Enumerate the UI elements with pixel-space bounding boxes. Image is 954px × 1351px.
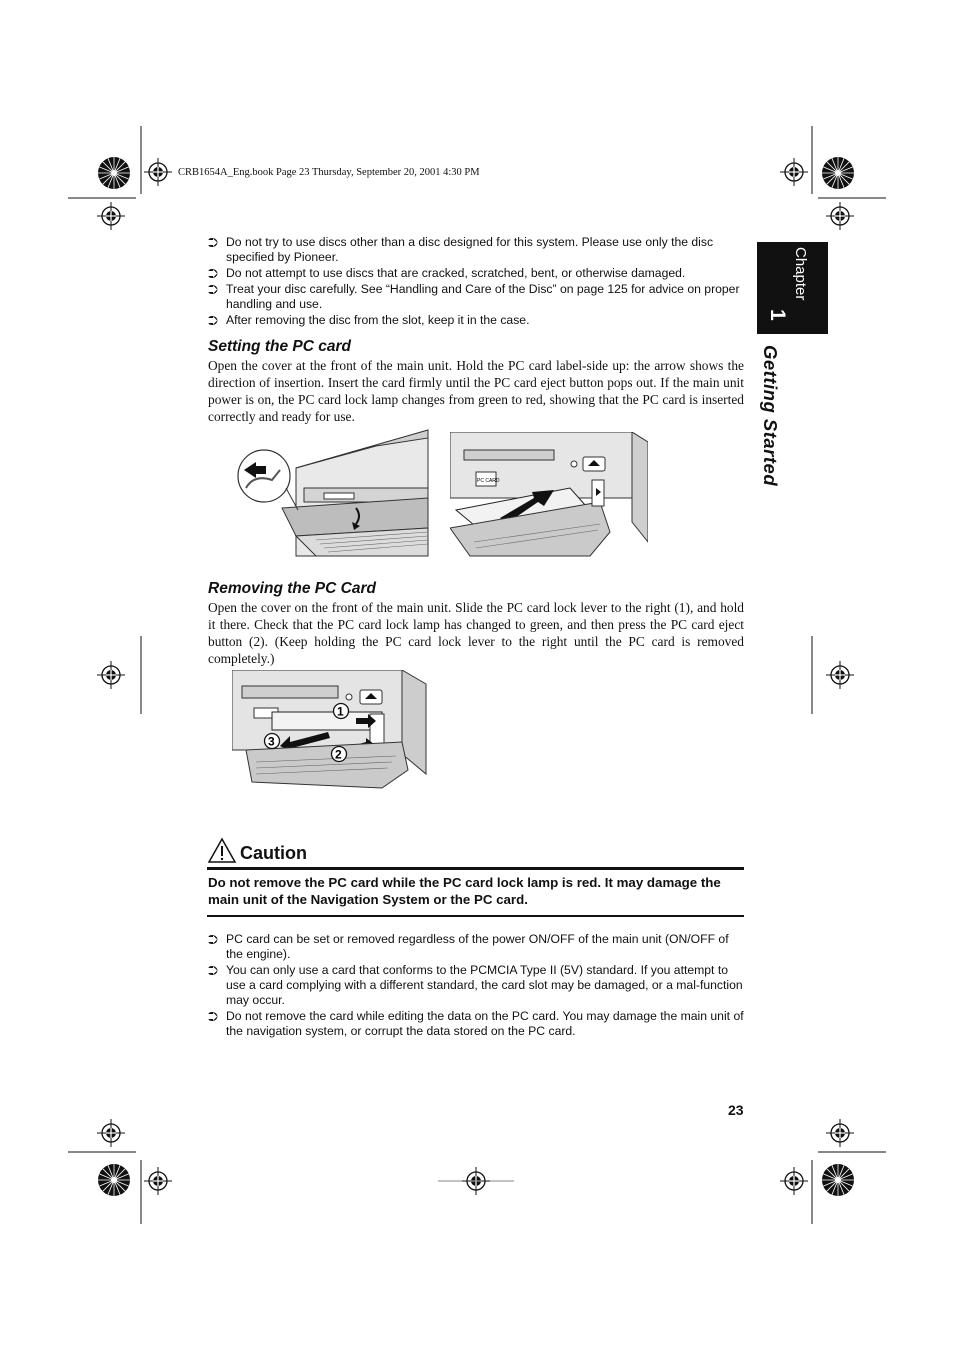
cross-reference-link[interactable]: See “Handling and Care of the Disc” on page 125	[360, 282, 628, 296]
setting-heading: Setting the PC card	[208, 338, 351, 355]
arrow-bullet-icon: ⮊	[208, 266, 218, 281]
registration-mark-icon	[97, 661, 125, 689]
color-target-icon	[98, 157, 130, 189]
page-number: 23	[728, 1102, 744, 1118]
registration-mark-icon	[144, 158, 172, 186]
registration-mark-icon	[144, 1167, 172, 1195]
caution-text: Do not remove the PC card while the PC card lock lamp is red. It may damage the main unit of the Navigation System or the PC card.	[208, 875, 721, 907]
registration-mark-icon	[826, 202, 854, 230]
registration-mark-icon	[826, 661, 854, 689]
arrow-bullet-icon: ⮊	[208, 963, 218, 978]
book-header-line: CRB1654A_Eng.book Page 23 Thursday, September 20, 2001 4:30 PM	[178, 167, 480, 178]
registration-mark-icon	[97, 202, 125, 230]
step-2-callout: 2	[335, 747, 342, 762]
arrow-bullet-icon: ⮊	[208, 1009, 218, 1024]
disc-notes-list	[208, 235, 746, 329]
list-item: ⮊ Treat your disc carefully. See “Handling and Care of the Disc” on page 125 for advice on proper handling and use.	[208, 282, 740, 311]
step-3-callout: 3	[268, 734, 275, 749]
step-1-callout: 1	[337, 704, 344, 719]
arrow-bullet-icon: ⮊	[208, 282, 218, 297]
list-item: ⮊ PC card can be set or removed regardless of the power ON/OFF of the main unit (ON/OFF of the engine).	[208, 932, 729, 961]
slot-label: PC CARD	[477, 478, 500, 484]
warning-triangle-icon	[207, 837, 237, 864]
list-item: ⮊ Do not attempt to use discs that are cracked, scratched, bent, or otherwise damaged.	[208, 266, 686, 281]
section-title-vertical: Getting Started	[760, 345, 781, 487]
registration-mark-icon	[780, 158, 808, 186]
caution-rule-top	[207, 867, 744, 870]
color-target-icon	[98, 1164, 130, 1196]
list-item: ⮊ You can only use a card that conforms to the PCMCIA Type II (5V) standard. If you attempt to use a card complying with a different standard, the card slot may be damaged, or a mal-function may occur.	[208, 963, 743, 1007]
setting-body: Open the cover at the front of the main unit. Hold the PC card label-side up: the arrow shows the direction of insertion. Insert the card firmly until the PC card eject button pops out. If the main unit power is on, the PC card lock lamp changes from green to red, showing that the PC card is inserted correctly and ready for use.	[208, 358, 744, 424]
chapter-number: 1	[766, 309, 789, 321]
pc-card-insert-figure	[450, 432, 648, 558]
list-item: ⮊ After removing the disc from the slot, keep it in the case.	[208, 313, 530, 328]
arrow-bullet-icon: ⮊	[208, 932, 218, 947]
registration-mark-icon	[97, 1119, 125, 1147]
color-target-icon	[822, 157, 854, 189]
list-item: ⮊ Do not remove the card while editing the data on the PC card. You may damage the main unit of the navigation system, or corrupt the data stored on the PC card.	[208, 1009, 744, 1038]
color-target-icon	[822, 1164, 854, 1196]
pc-notes-list	[208, 932, 746, 1040]
chapter-label: Chapter	[792, 247, 809, 301]
caution-rule-bottom	[207, 915, 744, 917]
removing-heading: Removing the PC Card	[208, 580, 376, 597]
registration-mark-icon	[780, 1167, 808, 1195]
caution-title: Caution	[240, 843, 307, 863]
registration-mark-icon	[826, 1119, 854, 1147]
arrow-bullet-icon: ⮊	[208, 235, 218, 250]
list-item: ⮊ Do not try to use discs other than a disc designed for this system. Please use only the disc specified by Pioneer.	[208, 235, 714, 264]
removing-body: Open the cover on the front of the main unit. Slide the PC card lock lever to the right (1), and hold it there. Check that the PC card lock lamp has changed to green, and then press the PC card eject button (2). (Keep holding the PC card lock lever to the right until the PC card is removed completely.)	[208, 600, 744, 666]
arrow-bullet-icon: ⮊	[208, 313, 218, 328]
pc-card-open-cover-figure	[236, 428, 430, 558]
pc-card-remove-figure	[232, 670, 430, 794]
